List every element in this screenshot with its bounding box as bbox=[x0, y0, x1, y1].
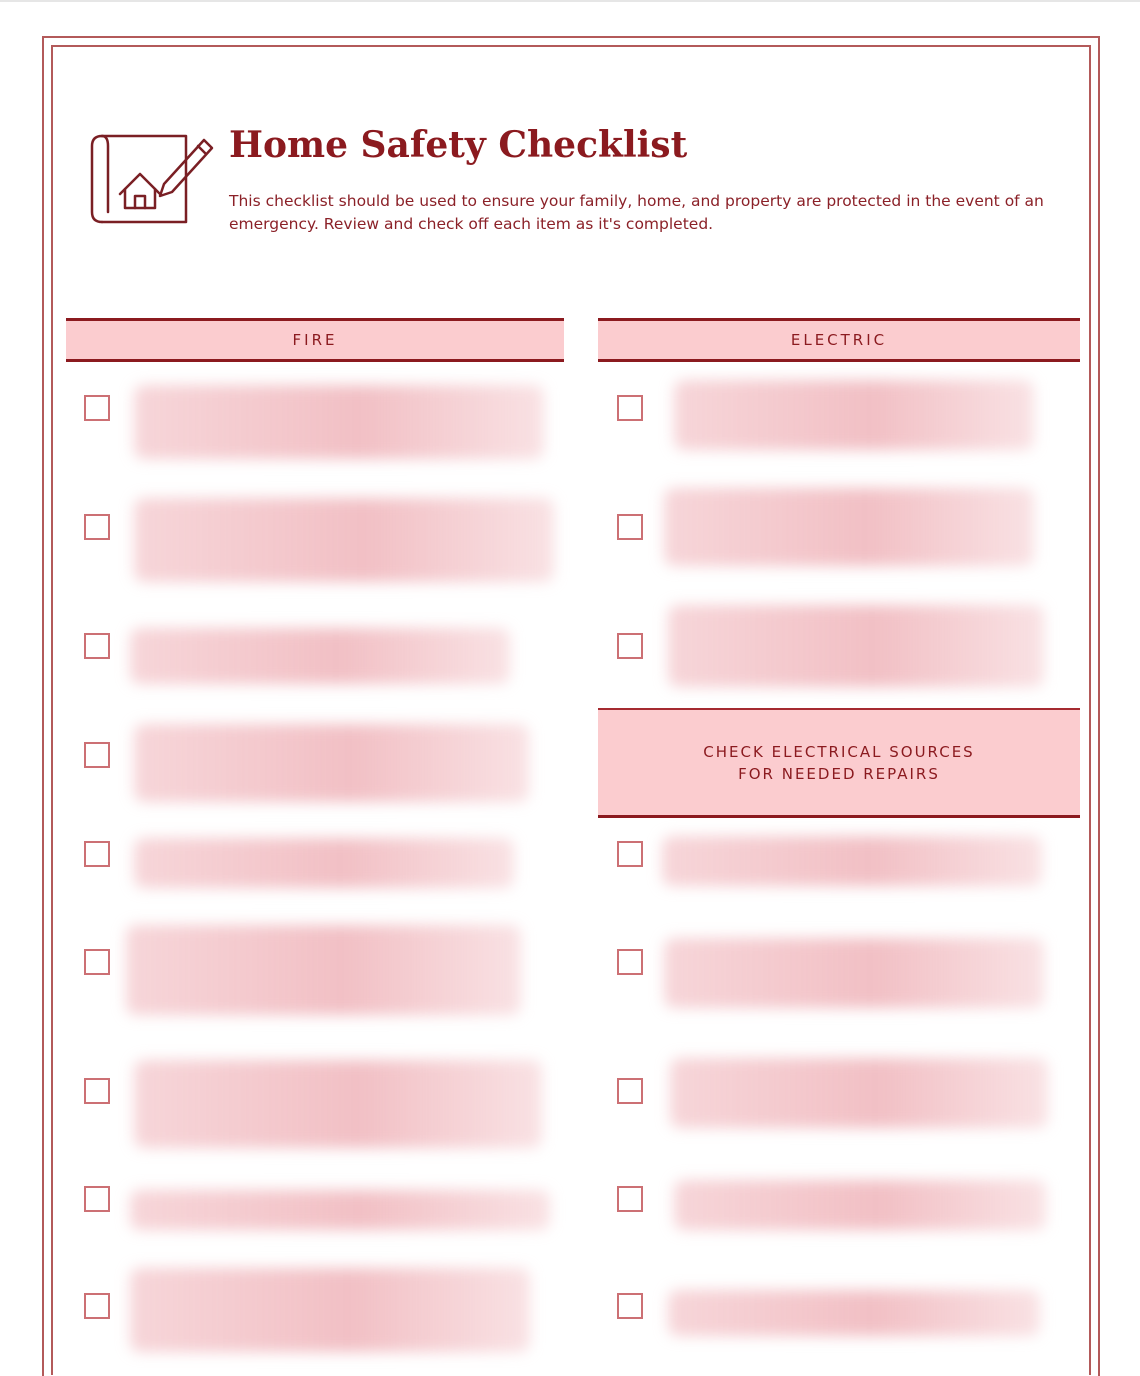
redacted-item-text bbox=[130, 1268, 530, 1352]
section-header-electric bbox=[598, 318, 1080, 362]
redacted-item-text bbox=[668, 605, 1044, 687]
section-header-fire bbox=[66, 318, 564, 362]
subsection-label-line2: FOR NEEDED REPAIRS bbox=[738, 764, 940, 783]
page-description: This checklist should be used to ensure your family, home, and property are protected in the event of an emergency. Review and check off each item as it's completed. bbox=[229, 192, 1044, 233]
electric-item-checkbox[interactable] bbox=[617, 514, 643, 540]
redacted-item-text bbox=[664, 938, 1044, 1008]
redacted-item-text bbox=[130, 628, 510, 684]
electric-item-checkbox[interactable] bbox=[617, 1078, 643, 1104]
redacted-item-text bbox=[670, 1058, 1048, 1128]
fire-item-checkbox[interactable] bbox=[84, 1293, 110, 1319]
redacted-item-text bbox=[130, 1190, 550, 1230]
redacted-item-text bbox=[126, 925, 521, 1015]
electric-item-checkbox[interactable] bbox=[617, 395, 643, 421]
fire-item-checkbox[interactable] bbox=[84, 395, 110, 421]
redacted-item-text bbox=[134, 1060, 542, 1148]
house-blueprint-pencil-icon bbox=[88, 128, 216, 228]
redacted-item-text bbox=[134, 724, 529, 802]
fire-item-checkbox[interactable] bbox=[84, 1078, 110, 1104]
electric-item-checkbox[interactable] bbox=[617, 1293, 643, 1319]
subsection-header-electrical-repairs bbox=[598, 708, 1080, 818]
electric-item-checkbox[interactable] bbox=[617, 633, 643, 659]
electric-item-checkbox[interactable] bbox=[617, 1186, 643, 1212]
subsection-label-line1: CHECK ELECTRICAL SOURCES bbox=[703, 742, 975, 761]
redacted-item-text bbox=[662, 836, 1042, 886]
fire-item-checkbox[interactable] bbox=[84, 742, 110, 768]
redacted-item-text bbox=[134, 385, 544, 459]
fire-item-checkbox[interactable] bbox=[84, 841, 110, 867]
fire-item-checkbox[interactable] bbox=[84, 633, 110, 659]
redacted-item-text bbox=[668, 1290, 1040, 1336]
page-title: Home Safety Checklist bbox=[229, 124, 688, 166]
electric-item-checkbox[interactable] bbox=[617, 949, 643, 975]
redacted-item-text bbox=[664, 488, 1034, 566]
redacted-item-text bbox=[674, 1180, 1046, 1230]
redacted-item-text bbox=[134, 498, 554, 582]
electric-item-checkbox[interactable] bbox=[617, 841, 643, 867]
redacted-item-text bbox=[134, 838, 514, 888]
fire-item-checkbox[interactable] bbox=[84, 949, 110, 975]
redacted-item-text bbox=[674, 380, 1034, 450]
section-header-fire-label: FIRE bbox=[292, 331, 338, 349]
fire-item-checkbox[interactable] bbox=[84, 1186, 110, 1212]
section-header-electric-label: ELECTRIC bbox=[790, 331, 888, 349]
top-edge-line bbox=[0, 0, 1140, 2]
fire-item-checkbox[interactable] bbox=[84, 514, 110, 540]
